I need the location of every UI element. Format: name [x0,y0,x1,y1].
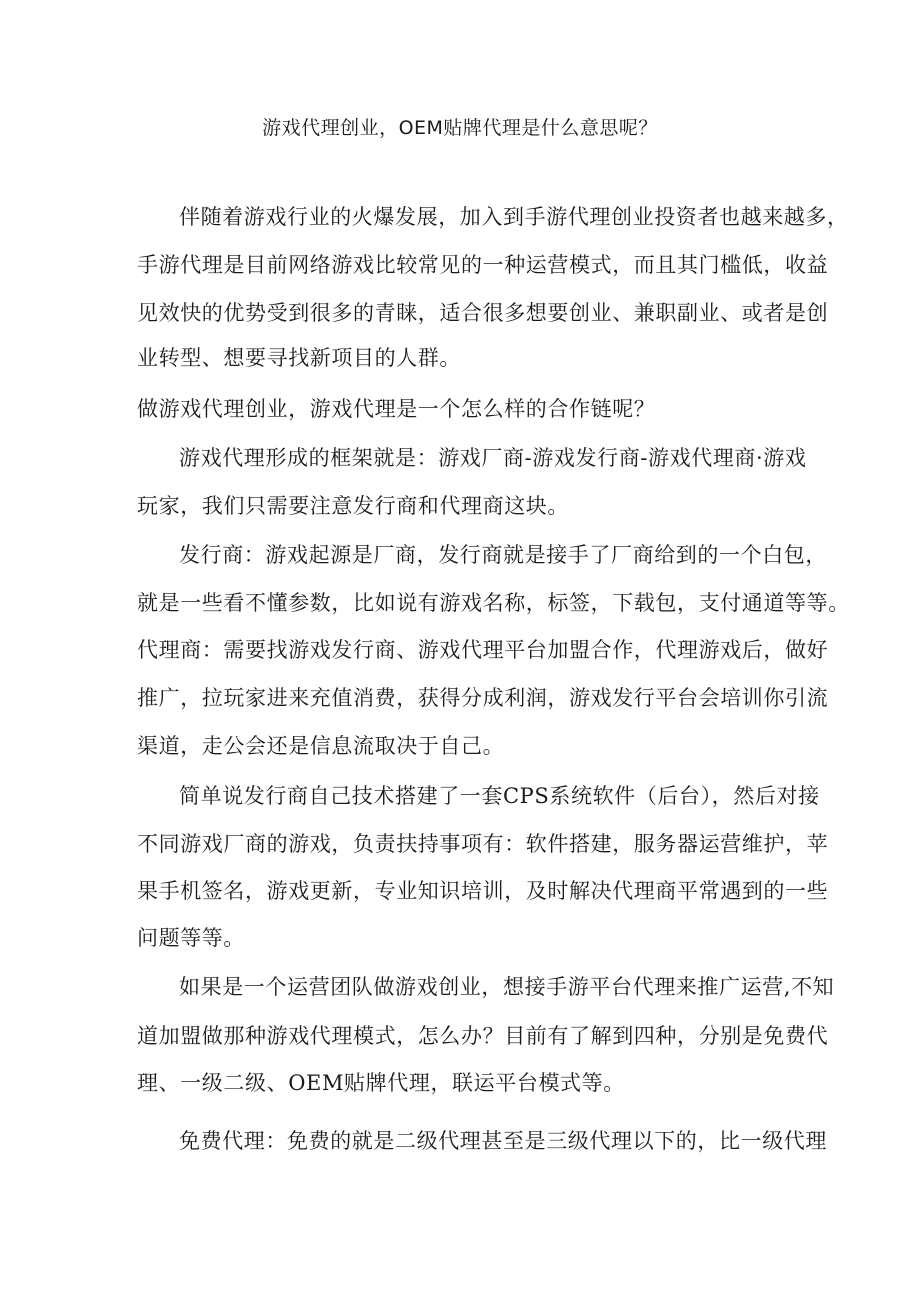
text-line: 游戏代理形成的框架就是：游戏厂商-游戏发行商-游戏代理商·游戏 [179,446,807,470]
text-line: 如果是一个运营团队做游戏创业，想接手游平台代理来推广运营,不知 [179,975,835,999]
text-line: 不同游戏厂商的游戏，负责扶持事项有：软件搭建，服务器运营维护，苹 [137,832,829,856]
text-line: 代理商：需要找游戏发行商、游戏代理平台加盟合作，代理游戏后，做好 [137,638,829,662]
text-line: 做游戏代理创业，游戏代理是一个怎么样的合作链呢？ [137,397,656,421]
text-line: 理、一级二级、OEM贴牌代理，联运平台模式等。 [137,1071,625,1095]
text-line: 手游代理是目前网络游戏比较常见的一种运营模式，而且其门槛低，收益 [137,253,829,277]
document-title: 游戏代理创业，OEM贴牌代理是什么意思呢？ [262,117,658,139]
text-line: 简单说发行商自己技术搭建了一套CPS系统软件（后台），然后对接 [179,784,820,808]
text-line: 就是一些看不懂参数，比如说有游戏名称，标签，下载包，支付通道等等。 [137,591,850,615]
text-line: 伴随着游戏行业的火爆发展，加入到手游代理创业投资者也越来越多， [179,205,849,229]
text-line: 道加盟做那种游戏代理模式，怎么办？目前有了解到四种，分别是免费代 [137,1024,829,1048]
text-line: 业转型、想要寻找新项目的人群。 [137,346,461,370]
text-line: 问题等等。 [137,926,245,950]
text-line: 免费代理：免费的就是二级代理甚至是三级代理以下的，比一级代理 [179,1129,827,1153]
text-line: 推广，拉玩家进来充值消费，获得分成利润，游戏发行平台会培训你引流 [137,686,829,710]
text-line: 发行商：游戏起源是厂商，发行商就是接手了厂商给到的一个白包， [179,543,827,567]
text-line: 见效快的优势受到很多的青睐，适合很多想要创业、兼职副业、或者是创 [137,301,829,325]
text-line: 渠道，走公会还是信息流取决于自己。 [137,734,505,758]
text-line: 玩家，我们只需要注意发行商和代理商这块。 [137,494,569,518]
text-line: 果手机签名，游戏更新，专业知识培训，及时解决代理商平常遇到的一些 [137,879,829,903]
